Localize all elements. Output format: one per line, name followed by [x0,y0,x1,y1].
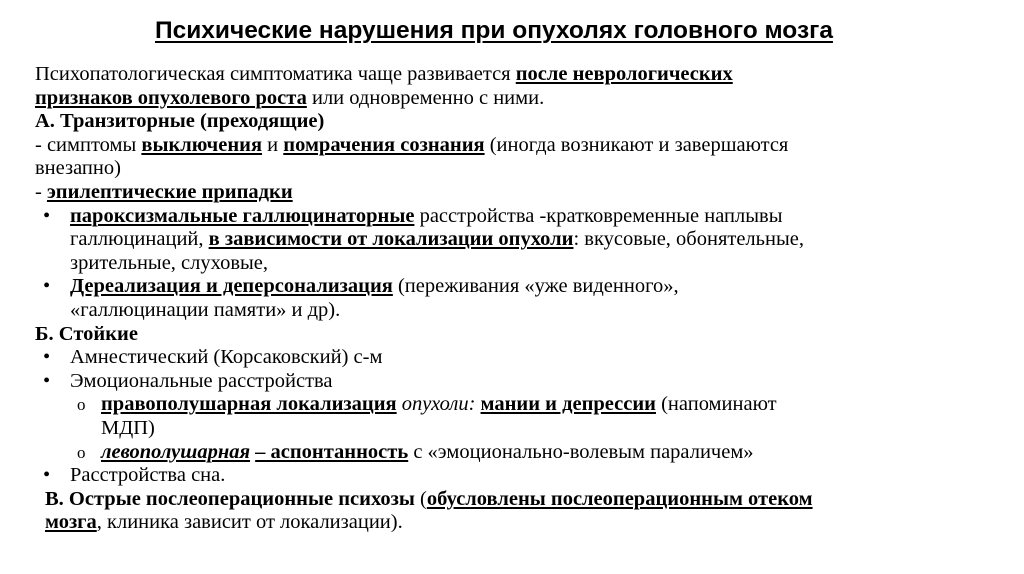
bullet-item-hallucinations [35,205,1020,276]
sub-bullet-right-hemisphere [35,393,1020,440]
emphasis-seizures: эпилептические припадки [46,180,293,203]
text: , клиника зависит от локализации). [96,511,403,534]
intro-line-1 [35,63,1020,87]
text: расстройства -кратковременные наплывы [414,204,783,227]
emphasis-italic: левополушарная [101,440,251,463]
slide-title: Психические нарушения при опухолях головного мозга [155,17,833,44]
text: галлюцинаций, [70,228,209,251]
bullet-line: Расстройства сна. [70,464,226,487]
text: ( [414,487,427,510]
bullet-line [70,275,1020,299]
bullet-item-amnestic [35,346,1020,370]
emphasis: Дереализация и деперсонализация [70,275,393,298]
text: - симптомы [35,133,142,156]
bullet-marker: • [43,204,51,227]
bullet-line: «галлюцинации памяти» и др). [70,298,341,321]
section-a-line-1 [35,134,1020,158]
emphasis: в зависимости от локализации опухоли [208,228,574,251]
intro-text: Психопатологическая симптоматика чаще развивается [35,63,516,85]
section-c-line-2 [45,511,1020,535]
section-c-heading: В. Острые послеоперационные психозы [45,487,415,510]
bullet-item-sleep [35,464,1020,488]
emphasis: пароксизмальные галлюцинаторные [70,204,415,227]
section-a-line-2: внезапно) [35,157,121,180]
section-c-line-1 [45,488,1020,512]
italic-text: опухоли: [401,393,476,416]
text: - [35,180,47,203]
emphasis: правополушарная локализация [101,393,397,416]
emphasis-clouding: помрачения сознания [283,133,485,156]
bullet-marker: • [43,369,51,392]
sub-bullet-line [101,393,1020,417]
section-c [35,488,1020,535]
text: (напоминают [655,393,777,416]
text: с «эмоционально-волевым параличем» [408,440,754,463]
bullet-line: Амнестический (Корсаковский) с-м [70,346,383,369]
text: : вкусовые, обонятельные, [573,228,804,251]
bullet-marker: • [43,464,51,487]
sub-bullet-marker: o [77,442,86,462]
emphasis: обусловлены послеоперационным отеком [426,487,813,510]
sub-bullet-line: МДП) [101,416,155,439]
intro-emphasis-cont: признаков опухолевого роста [35,86,307,109]
text: и [262,133,284,156]
bullet-line [70,228,1020,252]
bullet-item-emotional [35,370,1020,394]
text: (иногда возникают и завершаются [484,133,789,156]
sub-bullet-line [101,441,1020,465]
sub-bullet-marker: o [77,395,86,415]
section-b-heading: Б. Стойкие [35,322,138,345]
bullet-line: зрительные, слуховые, [70,251,269,274]
bullet-marker: • [43,275,51,298]
bullet-item-derealization [35,275,1020,322]
bullet-line [70,205,1020,229]
intro-line-2 [35,87,1020,111]
emphasis: – аспонтанность [255,440,409,463]
section-a-line-3 [35,181,1020,205]
emphasis: мозга [45,511,97,534]
bullet-line: Эмоциональные расстройства [70,369,333,392]
section-a-heading: А. Транзиторные (преходящие) [35,110,325,133]
emphasis-shutdown: выключения [141,133,263,156]
emphasis: мании и депрессии [480,393,656,416]
text: (переживания «уже виденного», [392,275,679,298]
intro-text-end: или одновременно с ними. [306,86,545,109]
sub-bullet-left-hemisphere [35,441,1020,465]
slide-body [35,63,1020,535]
intro-emphasis: после неврологических [515,63,733,85]
bullet-marker: • [43,346,51,369]
